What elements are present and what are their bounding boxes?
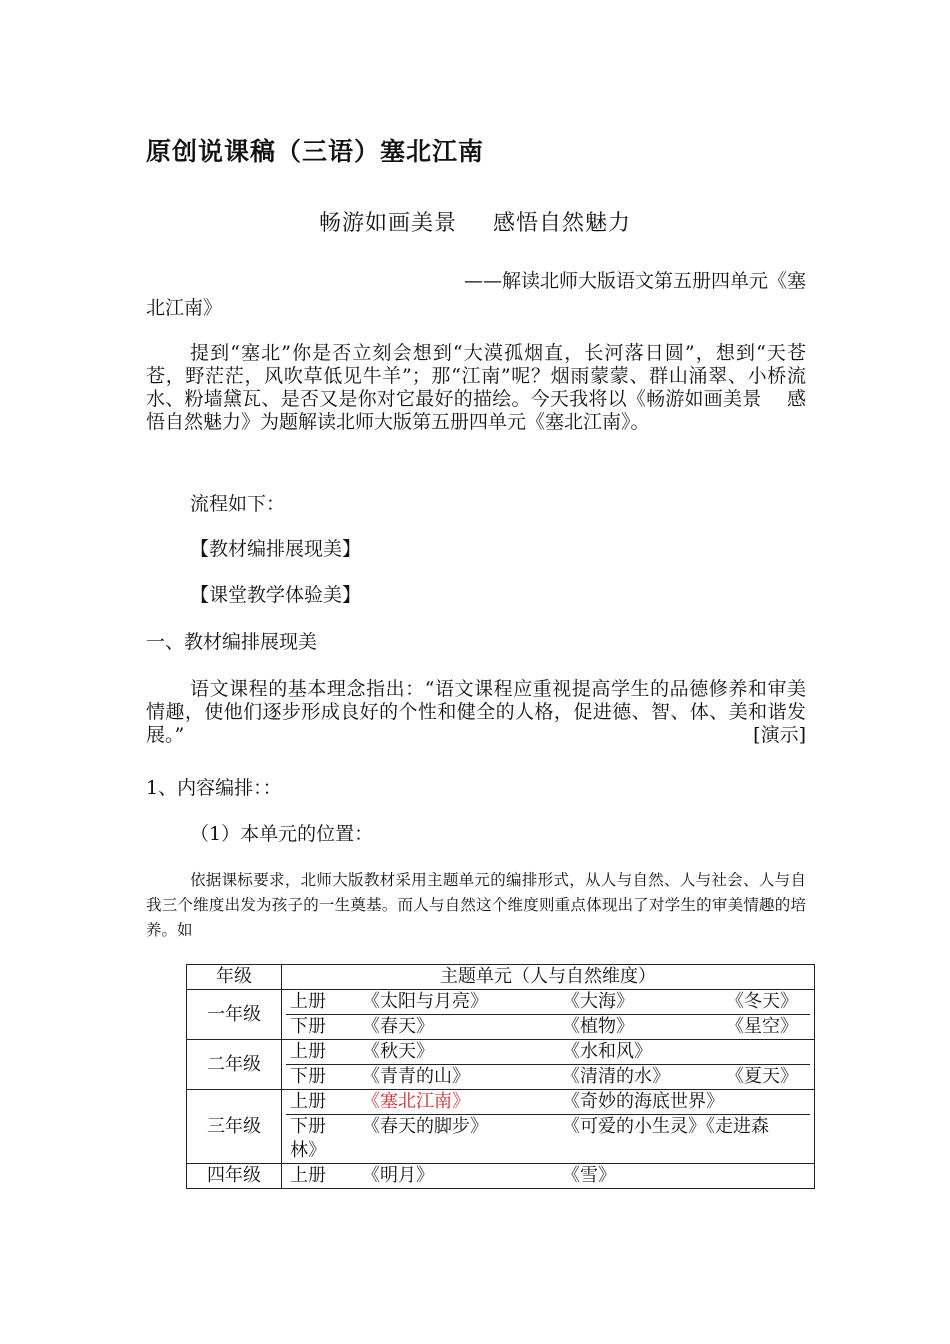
term: 下册 (290, 1116, 326, 1137)
unit-a: 《太阳与月亮》 (362, 991, 488, 1012)
table-row (187, 1040, 815, 1090)
units-cell (282, 990, 815, 1040)
unit-b: 《清清的水》 (562, 1066, 670, 1087)
quote-text: 语文课程的基本理念指出：“语文课程应重视提高学生的品德修养和审美情趣，使他们逐步形成良好的个性和健全的人格，促进德、智、体、美和谐发展。” (146, 678, 806, 746)
grade-cell: 一年级 (187, 990, 282, 1040)
document-subtitle (0, 206, 950, 237)
flow-label: 流程如下： (190, 493, 286, 515)
table-row (187, 1090, 815, 1164)
term: 下册 (290, 1066, 326, 1087)
byline (146, 268, 806, 322)
sub-item-1: （1）本单元的位置： (190, 823, 374, 845)
unit-b: 《水和风》 (562, 1041, 652, 1062)
unit-c: 《冬天》 (726, 991, 798, 1012)
unit-a: 《明月》 (362, 1165, 434, 1186)
unit-c: 《夏天》 (726, 1066, 798, 1087)
subtitle-part-1: 畅游如画美景 (318, 211, 457, 236)
grade-cell: 四年级 (187, 1164, 282, 1189)
unit-a: 《青青的山》 (362, 1066, 470, 1087)
term: 上册 (290, 1041, 326, 1062)
term: 下册 (290, 1016, 326, 1037)
term: 上册 (290, 1091, 326, 1112)
intro-paragraph: 提到“塞北”你是否立刻会想到“大漠孤烟直，长河落日圆”，想到“天苍苍，野茫茫，风吹草低见牛羊”；那“江南”呢？烟雨蒙蒙、群山涌翠、小桥流水、粉墙黛瓦、是否又是你对它最好的描绘。今天我将以《畅游如画美景 感悟自然魅力》为题解读北师大版第五册四单元《塞北江南》。 (146, 342, 806, 433)
grade-cell: 二年级 (187, 1040, 282, 1090)
unit-a: 《春天的脚步》 (362, 1116, 488, 1137)
table-row (187, 990, 815, 1040)
quote-paragraph (146, 678, 806, 747)
document-title: 原创说课稿（三语）塞北江南 (146, 137, 485, 166)
unit-line (286, 990, 810, 1015)
unit-b: 《大海》 (562, 991, 634, 1012)
unit-line (286, 1015, 810, 1039)
header-grade: 年级 (187, 965, 282, 990)
units-cell (282, 1090, 815, 1164)
item-1-heading: 1、内容编排：： (146, 777, 282, 799)
table-row (187, 1164, 815, 1189)
section-heading-1: 一、教材编排展现美 (146, 631, 318, 653)
table-header-row (187, 965, 815, 990)
flow-item-1: 【教材编排展现美】 (190, 538, 362, 560)
term: 上册 (290, 1165, 326, 1186)
unit-line (286, 1115, 810, 1139)
header-units: 主题单元（人与自然维度） (282, 965, 815, 990)
unit-a-highlighted: 《塞北江南》 (362, 1091, 470, 1112)
byline-line-1: ——解读北师大版语文第五册四单元《塞 (463, 270, 806, 292)
units-cell (282, 1040, 815, 1090)
unit-line (286, 1164, 810, 1188)
units-cell (282, 1164, 815, 1189)
unit-b: 《植物》 (562, 1016, 634, 1037)
unit-a: 《春天》 (362, 1016, 434, 1037)
unit-b: 《可爱的小生灵》《走进森 (562, 1116, 769, 1137)
flow-item-2: 【课堂教学体验美】 (190, 584, 362, 606)
unit-c: 《星空》 (726, 1016, 798, 1037)
unit-a: 《秋天》 (362, 1041, 434, 1062)
byline-line-2: 北江南》 (146, 297, 223, 319)
unit-line (286, 1040, 810, 1065)
theme-units-table (186, 964, 815, 1189)
unit-b: 《奇妙的海底世界》 (562, 1091, 724, 1112)
unit-b: 《雪》 (562, 1165, 616, 1186)
unit-line (286, 1065, 810, 1089)
grade-cell: 三年级 (187, 1090, 282, 1164)
subtitle-part-2: 感悟自然魅力 (493, 211, 632, 236)
context-paragraph: 依据课标要求，北师大版教材采用主题单元的编排形式，从人与自然、人与社会、人与自我三个维度出发为孩子的一生奠基。而人与自然这个维度则重点体现出了对学生的审美情趣的培养。如 (146, 871, 806, 939)
unit-line (286, 1090, 810, 1115)
unit-wrap: 林》 (290, 1140, 326, 1161)
term: 上册 (290, 991, 326, 1012)
demo-tag: [演示] (753, 724, 806, 746)
